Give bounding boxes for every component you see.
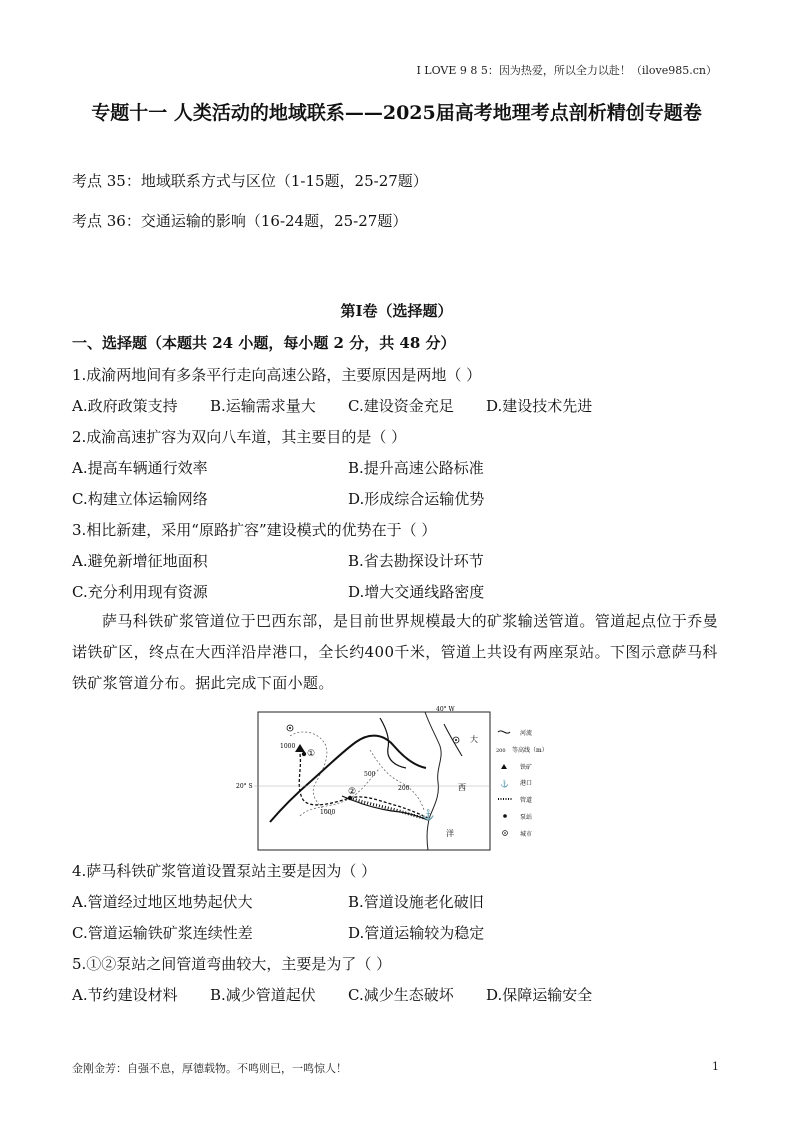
footer-motto: 金刚金芳：自强不息，厚德载物。不鸣则已，一鸣惊人！ [72, 1062, 347, 1075]
contour-label-1000b: 1000 [320, 809, 336, 816]
question-1-option-a: A.政府政策支持 [72, 397, 178, 415]
map-lat-label: 20° S [236, 783, 253, 790]
map-legend [496, 729, 548, 838]
question-2-option-b: B.提升高速公路标准 [348, 459, 484, 477]
kaodian-36: 考点 36：交通运输的影响（16-24题，25-27题） [72, 212, 408, 230]
contour-label-500: 500 [364, 771, 376, 778]
question-5-option-a: A.节约建设材料 [72, 986, 178, 1004]
legend-contour-value: 200 [496, 748, 506, 754]
ocean-label-1: 大 [470, 735, 478, 744]
legend-city-symbol-dot [504, 832, 506, 834]
passage-text: 萨马科铁矿浆管道位于巴西东部，是目前世界规模最大的矿浆输送管道。管道起点位于乔曼诺铁矿区，终点在大西洋沿岸港口，全长约400千米，管道上共设有两座泵站。下图示意萨马科铁矿浆管道分布。据此完成下面小题。 [72, 612, 719, 692]
city-marker-dot [455, 739, 457, 741]
question-5-stem: 5.①②泵站之间管道弯曲较大，主要是为了（ ） [72, 955, 392, 973]
map-lon-label: 40° W [436, 706, 455, 713]
question-4-option-a: A.管道经过地区地势起伏大 [72, 893, 253, 911]
question-1-stem: 1.成渝两地间有多条平行走向高速公路，主要原因是两地（ ） [72, 366, 482, 384]
legend-pump: 泵站 [520, 814, 533, 821]
legend-pipeline: 管道 [520, 797, 533, 804]
map-frame [258, 712, 490, 850]
question-3-stem: 3.相比新建，采用“原路扩容”建设模式的优势在于（ ） [72, 521, 437, 539]
question-2-stem: 2.成渝高速扩容为双向八车道，其主要目的是（ ） [72, 428, 407, 446]
question-2-option-a: A.提高车辆通行效率 [72, 459, 208, 477]
question-4-option-c: C.管道运输铁矿浆连续性差 [72, 924, 253, 942]
question-4-stem: 4.萨马科铁矿浆管道设置泵站主要是因为（ ） [72, 862, 377, 880]
legend-river-symbol [498, 731, 510, 733]
legend-pump-symbol [503, 814, 507, 818]
question-2-option-d: D.形成综合运输优势 [348, 490, 485, 508]
section-title: 第Ⅰ卷（选择题） [340, 302, 453, 320]
part-title: 一、选择题（本题共 24 小题，每小题 2 分，共 48 分） [72, 334, 456, 352]
question-3-option-c: C.充分利用现有资源 [72, 583, 208, 601]
contour-label-1000: 1000 [280, 743, 296, 750]
ocean-label-3: 洋 [446, 829, 454, 838]
question-3-option-a: A.避免新增征地面积 [72, 552, 208, 570]
question-3-option-d: D.增大交通线路密度 [348, 583, 485, 601]
question-5-option-b: B.减少管道起伏 [210, 986, 316, 1004]
pump-station-1-label: ① [307, 749, 316, 759]
pump-station-2-label: ② [348, 787, 357, 797]
ocean-label-2: 西 [458, 783, 466, 792]
question-3-option-b: B.省去勘探设计环节 [348, 552, 484, 570]
question-4-option-d: D.管道运输较为稳定 [348, 924, 485, 942]
kaodian-35: 考点 35：地域联系方式与区位（1-15题，25-27题） [72, 172, 428, 190]
question-2-option-c: C.构建立体运输网络 [72, 490, 208, 508]
legend-contour: 等高线（m） [512, 747, 548, 754]
legend-port-symbol: ⚓ [500, 780, 509, 788]
pump-station-1-marker [302, 752, 306, 756]
legend-mine-symbol [501, 764, 507, 769]
question-1-option-d: D.建设技术先进 [486, 397, 593, 415]
port-marker: ⚓ [422, 810, 435, 821]
page-number: 1 [712, 1060, 719, 1073]
legend-mine: 铁矿 [520, 764, 533, 771]
contour-label-200: 200 [398, 785, 410, 792]
city-marker-dot [289, 727, 291, 729]
question-5-option-d: D.保障运输安全 [486, 986, 593, 1004]
question-4-option-b: B.管道设施老化破旧 [348, 893, 484, 911]
question-1-option-c: C.建设资金充足 [348, 397, 454, 415]
page-title: 专题十一 人类活动的地域联系——2025届高考地理考点剖析精创专题卷 [91, 102, 702, 124]
legend-city: 城市 [520, 831, 533, 838]
pipeline-map [230, 706, 560, 856]
legend-river: 河流 [520, 730, 533, 737]
question-5-option-c: C.减少生态破坏 [348, 986, 454, 1004]
legend-port: 港口 [520, 780, 533, 787]
header-note: I LOVE 9 8 5：因为热爱，所以全力以赴！（ilove985.cn） [416, 64, 717, 77]
question-1-option-b: B.运输需求量大 [210, 397, 316, 415]
